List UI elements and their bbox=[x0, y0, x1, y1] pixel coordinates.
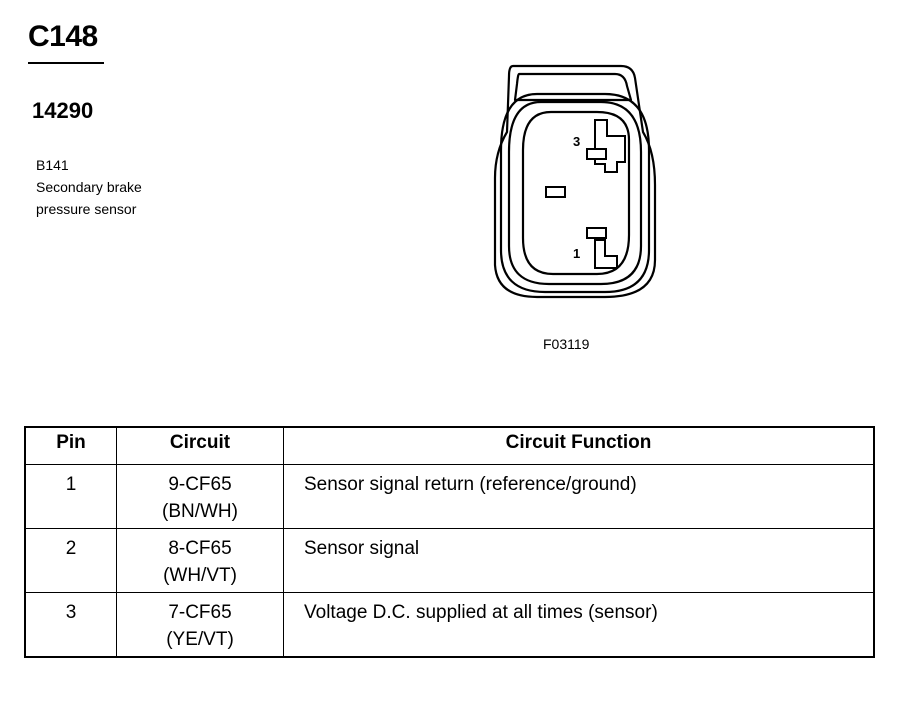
wire-color: (BN/WH) bbox=[162, 501, 238, 522]
pin-number: 2 bbox=[25, 529, 117, 593]
circuit-cell bbox=[117, 593, 284, 658]
circuit-function: Sensor signal return (reference/ground) bbox=[284, 465, 875, 529]
pin-3-terminal bbox=[587, 149, 606, 159]
keyway-bottom bbox=[595, 240, 617, 268]
circuit-cell bbox=[117, 465, 284, 529]
pin-3-label: 3 bbox=[573, 134, 581, 149]
connector-title: C148 bbox=[28, 20, 98, 53]
pin-number: 1 bbox=[25, 465, 117, 529]
component-name-line1: Secondary brake bbox=[36, 179, 142, 195]
circuit-function: Sensor signal bbox=[284, 529, 875, 593]
component-description bbox=[36, 154, 142, 220]
header-pin: Pin bbox=[25, 427, 117, 465]
pin-2-terminal bbox=[546, 187, 565, 197]
keyway-top bbox=[595, 120, 625, 172]
circuit-id: 7-CF65 bbox=[168, 602, 232, 623]
connector-latch bbox=[515, 74, 631, 100]
circuit-id: 8-CF65 bbox=[168, 538, 232, 559]
table-row bbox=[25, 465, 874, 529]
title-underline bbox=[28, 62, 104, 64]
connector-face-diagram bbox=[485, 60, 665, 305]
circuit-id: 9-CF65 bbox=[168, 474, 232, 495]
table-row bbox=[25, 529, 874, 593]
circuit-function: Voltage D.C. supplied at all times (sensor) bbox=[284, 593, 875, 658]
component-name-line2: pressure sensor bbox=[36, 201, 137, 217]
pin-number: 3 bbox=[25, 593, 117, 658]
table-header-row bbox=[25, 427, 874, 465]
table-row bbox=[25, 593, 874, 658]
circuit-cell bbox=[117, 529, 284, 593]
pin-1-label: 1 bbox=[573, 246, 581, 261]
figure-code: F03119 bbox=[543, 336, 590, 352]
wire-color: (WH/VT) bbox=[163, 565, 237, 586]
wire-color: (YE/VT) bbox=[166, 629, 234, 650]
pin-1-terminal bbox=[587, 228, 606, 238]
component-code: B141 bbox=[36, 157, 69, 173]
header-circuit: Circuit bbox=[117, 427, 284, 465]
header-circuit-function: Circuit Function bbox=[284, 427, 875, 465]
part-number: 14290 bbox=[32, 98, 94, 123]
pin-table bbox=[24, 426, 875, 658]
